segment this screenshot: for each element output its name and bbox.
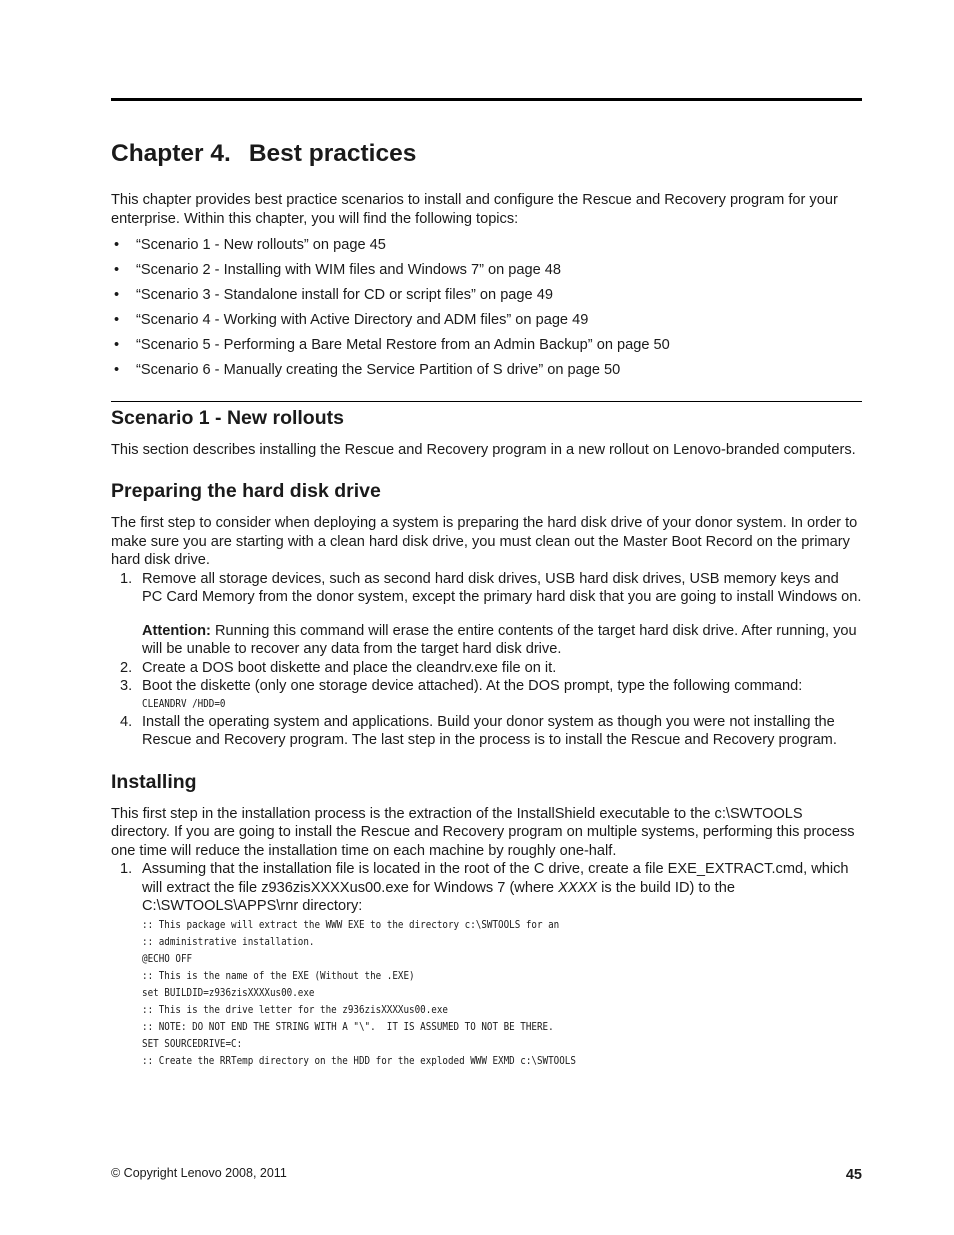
step-text: Remove all storage devices, such as second hard disk drives, USB hard disk drives, USB memory keys and PC Card Memory from the donor system, except the primary hard disk that you are going to install Windows on. [142,570,862,605]
topic-item[interactable]: • “Scenario 5 - Performing a Bare Metal Restore from an Admin Backup” on page 50 [114,337,670,353]
step-number: 3. [120,678,133,694]
code-line: SET SOURCEDRIVE=C: [142,1037,243,1050]
topic-item[interactable]: • “Scenario 1 - New rollouts” on page 45 [114,237,386,253]
topic-item[interactable]: • “Scenario 6 - Manually creating the Service Partition of S drive” on page 50 [114,362,621,378]
installing-heading: Installing [111,770,197,793]
chapter-name: Best practices [248,140,417,167]
step-text-cont: is the build ID) to the C:\SWTOOLS\APPS\rnr directory: [142,879,735,914]
step-text: Assuming that the installation file is located in the root of the C drive, create a file EXE_EXTRACT.cmd, which will extract the file z936zisXXXXus00.exe for Windows 7 (where [142,861,849,896]
topic-item[interactable]: • “Scenario 2 - Installing with WIM files and Windows 7” on page 48 [114,262,562,278]
step-number: 4. [120,713,133,730]
chapter-number: Chapter 4. [111,140,231,167]
topic-link[interactable]: “Scenario 2 - Installing with WIM files and Windows 7” on page 48 [136,262,562,278]
installing-steps [111,860,862,1070]
chapter-title [111,139,862,169]
section-rule [111,401,862,402]
step-number: 1. [120,570,133,587]
step-number: 1. [120,861,133,877]
attention-text: Running this command will erase the entire contents of the target hard disk drive. After running, you will be unable to recover any data from the target hard disk drive. [142,622,857,657]
step-item [111,659,862,678]
scenario1-heading: Scenario 1 - New rollouts [111,406,344,429]
step-item [111,860,862,1070]
code-line: @ECHO OFF [142,952,193,965]
code-line: :: administrative installation. [142,935,315,948]
code-block [142,917,862,1070]
code-line: :: This is the name of the EXE (Without the .EXE) [142,969,415,982]
step-text: Install the operating system and applications. Build your donor system as though you were not installing the Rescue and Recovery program. The last step in the process is to install the Rescue and Recovery program. [142,713,837,748]
page-body [111,98,862,1070]
attention-label: Attention: [142,622,211,639]
step-number: 2. [120,659,133,676]
topic-link[interactable]: “Scenario 1 - New rollouts” on page 45 [136,237,386,253]
topic-list [111,236,862,380]
step-item [111,677,862,713]
copyright-notice: © Copyright Lenovo 2008, 2011 [111,1166,287,1180]
topic-item[interactable]: • “Scenario 4 - Working with Active Directory and ADM files” on page 49 [114,312,589,328]
step-text: Boot the diskette (only one storage device attached). At the DOS prompt, type the following command: [142,678,803,694]
topic-link[interactable]: “Scenario 6 - Manually creating the Service Partition of S drive” on page 50 [136,362,621,378]
command-code: CLEANDRV /HDD=0 [142,697,226,710]
preparing-heading: Preparing the hard disk drive [111,480,381,502]
code-line: :: This is the drive letter for the z936zisXXXXus00.exe [142,1003,448,1016]
topic-link[interactable]: “Scenario 4 - Working with Active Directory and ADM files” on page 49 [136,312,589,328]
attention-note [142,622,862,659]
page-number: 45 [845,1167,862,1183]
preparing-steps [111,570,862,750]
topic-link[interactable]: “Scenario 5 - Performing a Bare Metal Restore from an Admin Backup” on page 50 [136,337,670,353]
chapter-intro: This chapter provides best practice scenarios to install and configure the Rescue and Recovery program for your enterprise. Within this chapter, you will find the following topics: [111,192,838,227]
topic-item[interactable]: • “Scenario 3 - Standalone install for CD or script files” on page 49 [114,287,553,303]
scenario1-text: This section describes installing the Rescue and Recovery program in a new rollout on Lenovo-branded computers. [111,441,856,458]
code-line: :: Create the RRTemp directory on the HDD for the exploded WWW EXMD c:\SWTOOLS [142,1054,576,1067]
preparing-text: The first step to consider when deploying a system is preparing the hard disk drive of your donor system. In order to make sure you are starting with a clean hard disk drive, you must clean out the Master Boot Record on the primary hard disk drive. [111,515,858,568]
installing-text: This first step in the installation process is the extraction of the InstallShield executable to the c:\SWTOOLS directory. If you are going to install the Rescue and Recovery program on multiple systems, performing this process one time will reduce the installation time on each machine by roughly one-half. [111,805,855,859]
step-text: Create a DOS boot diskette and place the cleandrv.exe file on it. [142,659,557,676]
top-rule [111,98,862,101]
code-line: set BUILDID=z936zisXXXXus00.exe [142,986,315,999]
step-item [111,713,862,750]
build-id-placeholder: XXXX [558,879,598,896]
step-item [111,570,862,659]
topic-link[interactable]: “Scenario 3 - Standalone install for CD or script files” on page 49 [136,287,553,303]
code-line: :: NOTE: DO NOT END THE STRING WITH A "\". IT IS ASSUMED TO NOT BE THERE. [142,1020,554,1033]
code-line: :: This package will extract the WWW EXE to the directory c:\SWTOOLS for an [142,918,560,931]
